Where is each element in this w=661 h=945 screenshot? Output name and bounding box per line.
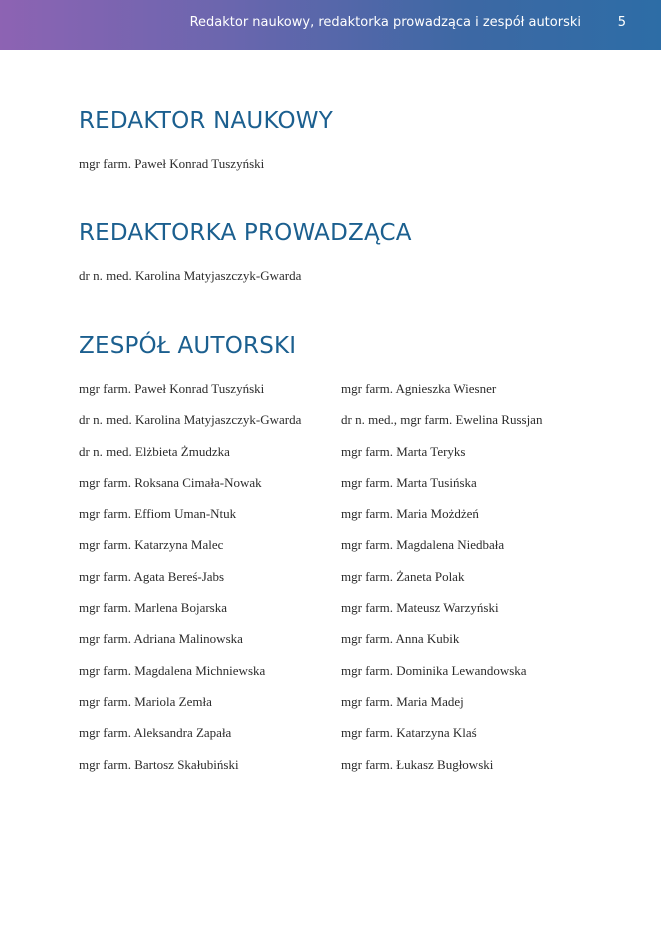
author-item: dr n. med., mgr farm. Ewelina Russjan: [341, 412, 543, 428]
author-item: mgr farm. Magdalena Michniewska: [79, 662, 266, 678]
header-bar: [0, 0, 661, 50]
author-item: mgr farm. Mateusz Warzyński: [341, 600, 499, 616]
author-item: mgr farm. Bartosz Skałubiński: [79, 756, 239, 772]
author-item: mgr farm. Agata Bereś-Jabs: [79, 568, 225, 584]
author-item: mgr farm. Aleksandra Zapała: [79, 725, 232, 741]
author-item: mgr farm. Magdalena Niedbała: [341, 537, 505, 553]
heading-authors: ZESPÓŁ AUTORSKI: [79, 333, 297, 359]
author-item: mgr farm. Roksana Cimała-Nowak: [79, 474, 262, 490]
author-item: mgr farm. Paweł Konrad Tuszyński: [79, 381, 265, 396]
author-item: dr n. med. Karolina Matyjaszczyk-Gwarda: [79, 412, 302, 428]
author-item: mgr farm. Effiom Uman-Ntuk: [79, 506, 237, 522]
authors-list-right: [341, 381, 542, 788]
author-item: mgr farm. Katarzyna Klaś: [341, 725, 477, 741]
heading-scientific-editor: REDAKTOR NAUKOWY: [79, 108, 333, 134]
author-item: mgr farm. Marta Teryks: [341, 443, 466, 459]
author-item: mgr farm. Adriana Malinowska: [79, 631, 243, 647]
author-item: mgr farm. Maria Możdżeń: [341, 506, 479, 522]
author-item: mgr farm. Łukasz Bugłowski: [341, 756, 494, 772]
author-item: mgr farm. Maria Madej: [341, 693, 464, 709]
author-item: mgr farm. Marlena Bojarska: [79, 600, 228, 616]
running-header-title: Redaktor naukowy, redaktorka prowadząca i zespół autorski: [189, 15, 581, 30]
author-item: mgr farm. Marta Tusińska: [341, 474, 477, 490]
managing-editor-name: dr n. med. Karolina Matyjaszczyk-Gwarda: [79, 268, 302, 283]
author-item: mgr farm. Żaneta Polak: [341, 568, 465, 584]
author-item: mgr farm. Dominika Lewandowska: [341, 662, 527, 678]
scientific-editor-name: mgr farm. Paweł Konrad Tuszyński: [79, 156, 265, 171]
author-item: dr n. med. Elżbieta Żmudzka: [79, 443, 230, 459]
authors-list-left: [79, 381, 301, 788]
author-item: mgr farm. Mariola Zemła: [79, 693, 212, 709]
author-item: mgr farm. Katarzyna Malec: [79, 537, 224, 553]
heading-managing-editor: REDAKTORKA PROWADZĄCA: [79, 220, 412, 246]
author-item: mgr farm. Anna Kubik: [341, 631, 460, 647]
author-item: mgr farm. Agnieszka Wiesner: [341, 381, 497, 396]
page-number: 5: [617, 15, 626, 30]
